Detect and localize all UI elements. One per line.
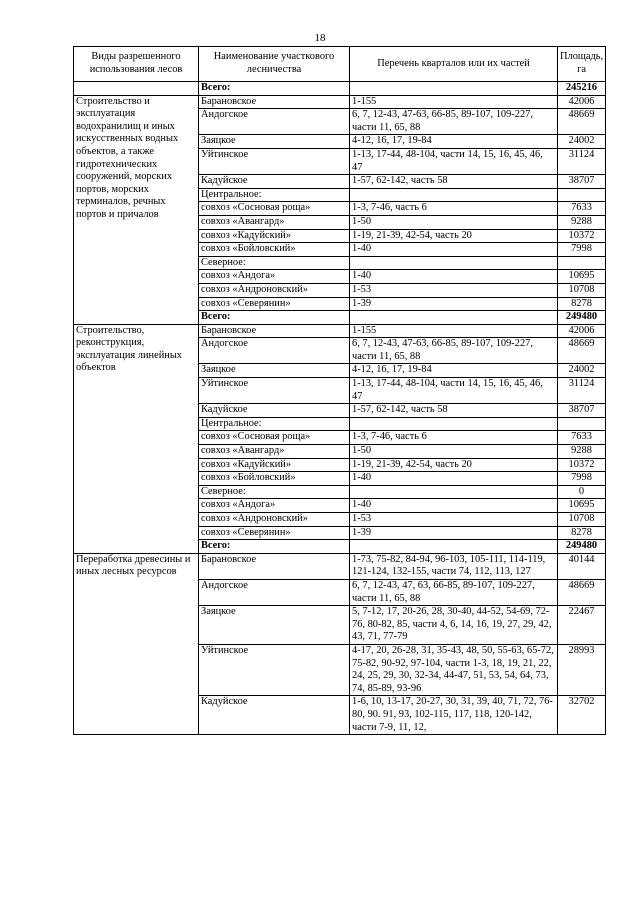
area-cell: 32702 [558, 696, 606, 735]
header-quarters: Перечень кварталов или их частей [350, 47, 558, 82]
quarters-cell [350, 417, 558, 431]
forestry-cell: совхоз «Сосновая роща» [199, 202, 350, 216]
quarters-cell: 6, 7, 12-43, 47, 63, 66-85, 89-107, 109-227, части 11, 65, 88 [350, 579, 558, 605]
quarters-cell: 1-19, 21-39, 42-54, часть 20 [350, 229, 558, 243]
area-cell: 22467 [558, 606, 606, 645]
top-total-label: Всего: [199, 82, 350, 96]
forestry-cell: Андогское [199, 579, 350, 605]
use-type-cell: Строительство, реконструкция, эксплуатация линейных объектов [74, 324, 199, 553]
table-body [74, 82, 606, 735]
area-cell: 7998 [558, 472, 606, 486]
forestry-cell: совхоз «Кадуйский» [199, 458, 350, 472]
forestry-cell: совхоз «Кадуйский» [199, 229, 350, 243]
header-use: Виды разрешенного использования лесов [74, 47, 199, 82]
area-cell: 10372 [558, 229, 606, 243]
area-cell: 38707 [558, 404, 606, 418]
section-total-label: Всего: [199, 311, 350, 325]
area-cell: 7633 [558, 431, 606, 445]
quarters-cell: 1-3, 7-46, часть 6 [350, 431, 558, 445]
quarters-cell: 6, 7, 12-43, 47-63, 66-85, 89-107, 109-227, части 11, 65, 88 [350, 338, 558, 364]
area-cell: 48669 [558, 338, 606, 364]
use-type-cell: Переработка древесины и иных лесных ресурсов [74, 553, 199, 734]
quarters-cell: 1-19, 21-39, 42-54, часть 20 [350, 458, 558, 472]
forestry-cell: Северное: [199, 256, 350, 270]
quarters-cell: 1-6, 10, 13-17, 20-27, 30, 31, 39, 40, 71, 72, 76-80, 90. 91, 93, 102-115, 117, 118, 120-142, части 7-9, 11, 12, [350, 696, 558, 735]
area-cell: 10708 [558, 283, 606, 297]
section-total-quarters [350, 311, 558, 325]
header-forestry: Наименование участкового лесничества [199, 47, 350, 82]
area-cell: 7633 [558, 202, 606, 216]
table-header-row [74, 47, 606, 82]
forestry-cell: совхоз «Андроновский» [199, 283, 350, 297]
quarters-cell: 1-3, 7-46, часть 6 [350, 202, 558, 216]
quarters-cell: 1-13, 17-44, 48-104, части 14, 15, 16, 45, 46, 47 [350, 148, 558, 174]
forestry-cell: Барановское [199, 553, 350, 579]
quarters-cell: 5, 7-12, 17, 20-26, 28, 30-40, 44-52, 54-69, 72-76, 80-82, 85, части 4, 6, 14, 16, 19, 27, 29, 42, 43, 71, 77-79 [350, 606, 558, 645]
top-total-use-cell [74, 82, 199, 96]
quarters-cell: 6, 7, 12-43, 47-63, 66-85, 89-107, 109-227, части 11, 65, 88 [350, 109, 558, 135]
forestry-cell: Заяцкое [199, 135, 350, 149]
forestry-cell: совхоз «Андога» [199, 499, 350, 513]
forestry-cell: Заяцкое [199, 606, 350, 645]
area-cell: 42006 [558, 95, 606, 109]
forestry-cell: совхоз «Авангард» [199, 445, 350, 459]
quarters-cell [350, 188, 558, 202]
quarters-cell: 1-40 [350, 472, 558, 486]
forestry-cell: совхоз «Северянин» [199, 297, 350, 311]
quarters-cell: 1-57, 62-142, часть 58 [350, 404, 558, 418]
use-type-cell: Строительство и эксплуатация водохранилищ и иных искусственных водных объектов, а также гидротехнических сооружений, морских портов, морских терминалов, речных портов и причалов [74, 95, 199, 324]
forestry-cell: Барановское [199, 95, 350, 109]
forestry-cell: Северное: [199, 485, 350, 499]
forestry-cell: Андогское [199, 109, 350, 135]
forestry-cell: совхоз «Сосновая роща» [199, 431, 350, 445]
quarters-cell [350, 485, 558, 499]
quarters-cell: 4-17, 20, 26-28, 31, 35-43, 48, 50, 55-63, 65-72, 75-82, 90-92, 97-104, части 1-3, 18, 19, 21, 22, 24, 25, 29, 30, 32-34, 44-47, 51, 53, 54, 64, 73, 74, 85-89, 93-96 [350, 644, 558, 695]
forestry-cell: Барановское [199, 324, 350, 338]
forestry-cell: совхоз «Бойловский» [199, 472, 350, 486]
forestry-cell: Андогское [199, 338, 350, 364]
table-row [74, 553, 606, 579]
quarters-cell: 1-53 [350, 513, 558, 527]
section-total-label: Всего: [199, 540, 350, 554]
area-cell [558, 188, 606, 202]
quarters-cell: 4-12, 16, 17, 19-84 [350, 135, 558, 149]
forestry-cell: Уйтинское [199, 644, 350, 695]
section-total-area: 249480 [558, 311, 606, 325]
forestry-cell: совхоз «Андроновский» [199, 513, 350, 527]
area-cell: 24002 [558, 135, 606, 149]
area-cell [558, 256, 606, 270]
forestry-cell: совхоз «Андога» [199, 270, 350, 284]
forestry-cell: совхоз «Северянин» [199, 526, 350, 540]
section-total-area: 249480 [558, 540, 606, 554]
area-cell: 9288 [558, 215, 606, 229]
quarters-cell: 1-40 [350, 499, 558, 513]
quarters-cell: 1-50 [350, 445, 558, 459]
quarters-cell: 1-40 [350, 243, 558, 257]
quarters-cell: 1-39 [350, 297, 558, 311]
table-row [74, 95, 606, 109]
quarters-cell: 1-50 [350, 215, 558, 229]
page-number: 18 [314, 32, 326, 44]
area-cell: 31124 [558, 148, 606, 174]
area-cell: 7998 [558, 243, 606, 257]
forestry-cell: Центральное: [199, 417, 350, 431]
forestry-cell: Заяцкое [199, 364, 350, 378]
area-cell: 48669 [558, 109, 606, 135]
table-row [74, 324, 606, 338]
top-total-quarters [350, 82, 558, 96]
area-cell: 8278 [558, 526, 606, 540]
quarters-cell: 1-155 [350, 95, 558, 109]
area-cell: 42006 [558, 324, 606, 338]
area-cell: 10708 [558, 513, 606, 527]
quarters-cell: 1-39 [350, 526, 558, 540]
forestry-cell: Кадуйское [199, 404, 350, 418]
area-cell: 28993 [558, 644, 606, 695]
area-cell: 31124 [558, 378, 606, 404]
quarters-cell: 1-73, 75-82, 84-94, 96-103, 105-111, 114-119, 121-124, 132-155, части 74, 112, 113, 127 [350, 553, 558, 579]
quarters-cell [350, 256, 558, 270]
top-total-area: 245216 [558, 82, 606, 96]
top-total-row [74, 82, 606, 96]
forestry-cell: Кадуйское [199, 175, 350, 189]
area-cell: 9288 [558, 445, 606, 459]
section-total-quarters [350, 540, 558, 554]
area-cell: 8278 [558, 297, 606, 311]
area-cell: 10695 [558, 270, 606, 284]
forestry-cell: совхоз «Бойловский» [199, 243, 350, 257]
forestry-cell: Уйтинское [199, 378, 350, 404]
area-cell: 10372 [558, 458, 606, 472]
header-area: Площадь, га [558, 47, 606, 82]
area-cell: 0 [558, 485, 606, 499]
quarters-cell: 1-57, 62-142, часть 58 [350, 175, 558, 189]
area-cell: 10695 [558, 499, 606, 513]
area-cell: 40144 [558, 553, 606, 579]
quarters-cell: 1-155 [350, 324, 558, 338]
forest-use-table [73, 46, 606, 735]
area-cell: 38707 [558, 175, 606, 189]
forestry-cell: Кадуйское [199, 696, 350, 735]
area-cell: 48669 [558, 579, 606, 605]
area-cell [558, 417, 606, 431]
forestry-cell: совхоз «Авангард» [199, 215, 350, 229]
quarters-cell: 1-40 [350, 270, 558, 284]
forestry-cell: Центральное: [199, 188, 350, 202]
area-cell: 24002 [558, 364, 606, 378]
quarters-cell: 1-53 [350, 283, 558, 297]
quarters-cell: 4-12, 16, 17, 19-84 [350, 364, 558, 378]
forestry-cell: Уйтинское [199, 148, 350, 174]
quarters-cell: 1-13, 17-44, 48-104, части 14, 15, 16, 45, 46, 47 [350, 378, 558, 404]
